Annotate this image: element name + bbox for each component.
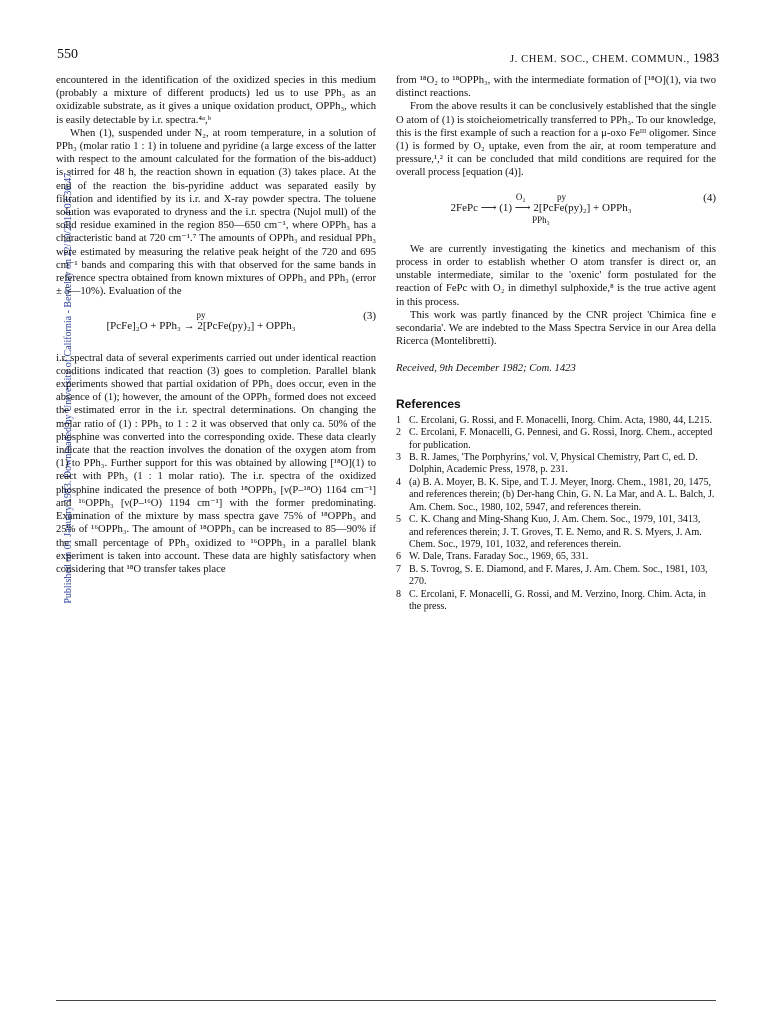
download-watermark: Published on 01 January 1983. Downloaded by University of California - Berkeley on 22/10/2014 03:36:47. xyxy=(63,170,74,604)
reference-text: C. Ercolani, G. Rossi, and F. Monacelli, Inorg. Chim. Acta, 1980, 44, L215. xyxy=(409,414,712,426)
equation-above-arrow: py xyxy=(196,310,206,321)
equation-body xyxy=(396,192,686,225)
equation-below-arrow: PPh₃ xyxy=(532,214,550,225)
equation-number: (4) xyxy=(703,191,716,204)
reference-text: C. Ercolani, F. Monacelli, G. Pennesi, and G. Rossi, Inorg. Chem., accepted for publication. xyxy=(409,427,713,451)
reference-number: 5 xyxy=(396,514,401,526)
reference-text: C. Ercolani, F. Monacelli, G. Rossi, and M. Verzino, Inorg. Chim. Acta, in the press. xyxy=(409,588,706,612)
equation-text: 2FePc ⟶ (1) ⟶ 2[PcFe(py)₂] + OPPh₃ xyxy=(450,201,632,214)
footer-rule xyxy=(56,1000,716,1001)
references-heading: References xyxy=(396,396,461,411)
paragraph: From the above results it can be conclusively established that the single O atom of (1) is stoicheiometrically transferred to PPh₃. To our knowledge, this is the first example of such a reaction for a μ-oxo Feᴵᴵᴵ oligomer. Since (1) is formed by O₂ uptake, even from the air, at room temperature and pressure,¹,² it can be concluded that mild conditions are required for the overall process [equation (4)]. xyxy=(396,101,716,179)
reference-number: 1 xyxy=(396,414,401,426)
journal-name: J. CHEM. SOC., CHEM. COMMUN., xyxy=(510,54,690,65)
paragraph: i.r. spectral data of several experiments carried out under identical reaction conditions indicated that reaction (3) goes to completion. Parallel blank experiments showed that partial oxidation of PPh₃ does occur, even in the absence of (1); however, the amount of the OPPh₃ formed does not exceed the estimated error in the i.r. spectral determinations. On changing the molar ratio of (1) : PPh₃ to 1 : 2 it was observed that only ca. 50% of the phosphine was converted into the corresponding oxide. These data clearly indicate that the reaction involves the donation of the oxygen atom from (1) to PPh₃. Further support for this was obtained by allowing [¹⁸O](1) to react with PPh₃ (1 : 1 molar ratio). The i.r. spectra of the oxidized phosphine indicated the presence of both ¹⁸OPPh₃ [ν(P–¹⁸O) 1164 cm⁻¹] and ¹⁶OPPh₃ [ν(P–¹⁶O) 1194 cm⁻¹] with the former predominating. Examination of the mixture by mass spectra gave 75% of ¹⁸OPPh₃ and 25% of ¹⁶OPPh₃. The amount of ¹⁸OPPh₃ can be increased to 85—90% if the small percentage of PPh₃ oxidized to ¹⁶OPPh₃ in a parallel blank experiment is taken into account. These data are highly satisfactory when considering that ¹⁸O transfer takes place xyxy=(56,352,376,575)
paragraph: from ¹⁸O₂ to ¹⁸OPPh₃, with the intermediate formation of [¹⁸O](1), via two distinct reactions. xyxy=(396,75,716,100)
equation-number: (3) xyxy=(363,310,376,323)
equation-body xyxy=(56,310,346,333)
reference-number: 6 xyxy=(396,551,401,563)
page-number: 550 xyxy=(57,47,78,62)
reference-item xyxy=(396,415,716,427)
running-head xyxy=(510,50,719,66)
reference-item xyxy=(396,427,716,452)
reference-number: 4 xyxy=(396,476,401,488)
reference-item xyxy=(396,589,716,614)
reference-number: 2 xyxy=(396,427,401,439)
reference-text: (a) B. A. Moyer, B. K. Sipe, and T. J. Meyer, Inorg. Chem., 1981, 20, 1475, and references therein; (b) Der-hang Chin, G. N. La Mar, and A. L. Balch, J. Am. Chem. Soc., 1980, 102, 5947, and references therein. xyxy=(409,476,715,513)
equation-text: [PcFe]₂O + PPh₃ → 2[PcFe(py)₂] + OPPh₃ xyxy=(106,320,296,333)
acknowledgement: This work was partly financed by the CNR project 'Chimica fine e secondaria'. We are indebted to the Mass Spectra Service in our Area della Ricerca (Montelibretti). xyxy=(396,309,716,348)
equation-3 xyxy=(56,310,376,333)
journal-year: 1983 xyxy=(693,50,720,65)
received-date: Received, 9th December 1982; Com. 1423 xyxy=(396,363,576,375)
equation-above-arrow: O₂ py xyxy=(515,191,567,202)
right-column xyxy=(396,74,716,613)
paragraph: When (1), suspended under N₂, at room temperature, in a solution of PPh₃ (molar ratio 1 : 1) in toluene and pyridine (a large excess of the latter with respect to the amount calculated for the formation of the bis-adduct) is stirred for 48 h, the reaction shown in equation (3) takes place. At the end of the reaction the bis-pyridine adduct was separated easily by filtration and identified by its i.r. and X-ray powder spectra. The toluene solution was evaporated to dryness and the i.r. spectra (Nujol mull) of the solid residue examined in the region 850—650 cm⁻¹, where OPPh₃ has a characteristic band at 720 cm⁻¹.⁷ The amounts of OPPh₃ and residual PPh₃ were estimated by measuring the relative peak height of the 720 and 695 cm⁻¹ bands and comparing this with that observed for the same bands in reference spectra obtained from known mixtures of OPPh₃ and PPh₃ (error ± 5—10%). Evaluation of the xyxy=(56,127,376,298)
reference-number: 8 xyxy=(396,588,401,600)
reference-number: 3 xyxy=(396,452,401,464)
reference-item xyxy=(396,477,716,514)
reference-text: W. Dale, Trans. Faraday Soc., 1969, 65, 331. xyxy=(409,551,589,563)
paragraph: encountered in the identification of the oxidized species in this medium (probably a mixture of different products) led us to use PPh₃ as an oxidizable substrate, as it gives a unique oxidation product, OPPh₃, which is easily detectable by i.r. spectra.⁴ᵃ,ᵇ xyxy=(56,75,376,126)
reference-number: 7 xyxy=(396,563,401,575)
reference-text: B. R. James, 'The Porphyrins,' vol. V, Physical Chemistry, Part C, ed. D. Dolphin, Academic Press, 1978, p. 231. xyxy=(409,452,698,476)
reference-item xyxy=(396,551,716,563)
paragraph: We are currently investigating the kinetics and mechanism of this process in order to establish whether O atom transfer is direct or, an unstable intermediate, similar to the 'oxenic' form postulated for the reaction of FePc with O₂ in dimethyl sulphoxide,⁸ is the true active agent in this process. xyxy=(396,243,716,308)
reference-text: C. K. Chang and Ming-Shang Kuo, J. Am. Chem. Soc., 1979, 101, 3413, and references therein; J. T. Groves, T. E. Nemo, and R. S. Myers, J. Am. Chem. Soc., 1979, 101, 1032, and references therein. xyxy=(409,514,702,550)
reference-item xyxy=(396,514,716,551)
reference-item xyxy=(396,564,716,589)
reference-item xyxy=(396,452,716,477)
left-column xyxy=(56,74,376,576)
reference-list xyxy=(396,415,716,614)
reference-text: B. S. Tovrog, S. E. Diamond, and F. Mares, J. Am. Chem. Soc., 1981, 103, 270. xyxy=(409,563,708,588)
equation-4 xyxy=(396,192,716,225)
